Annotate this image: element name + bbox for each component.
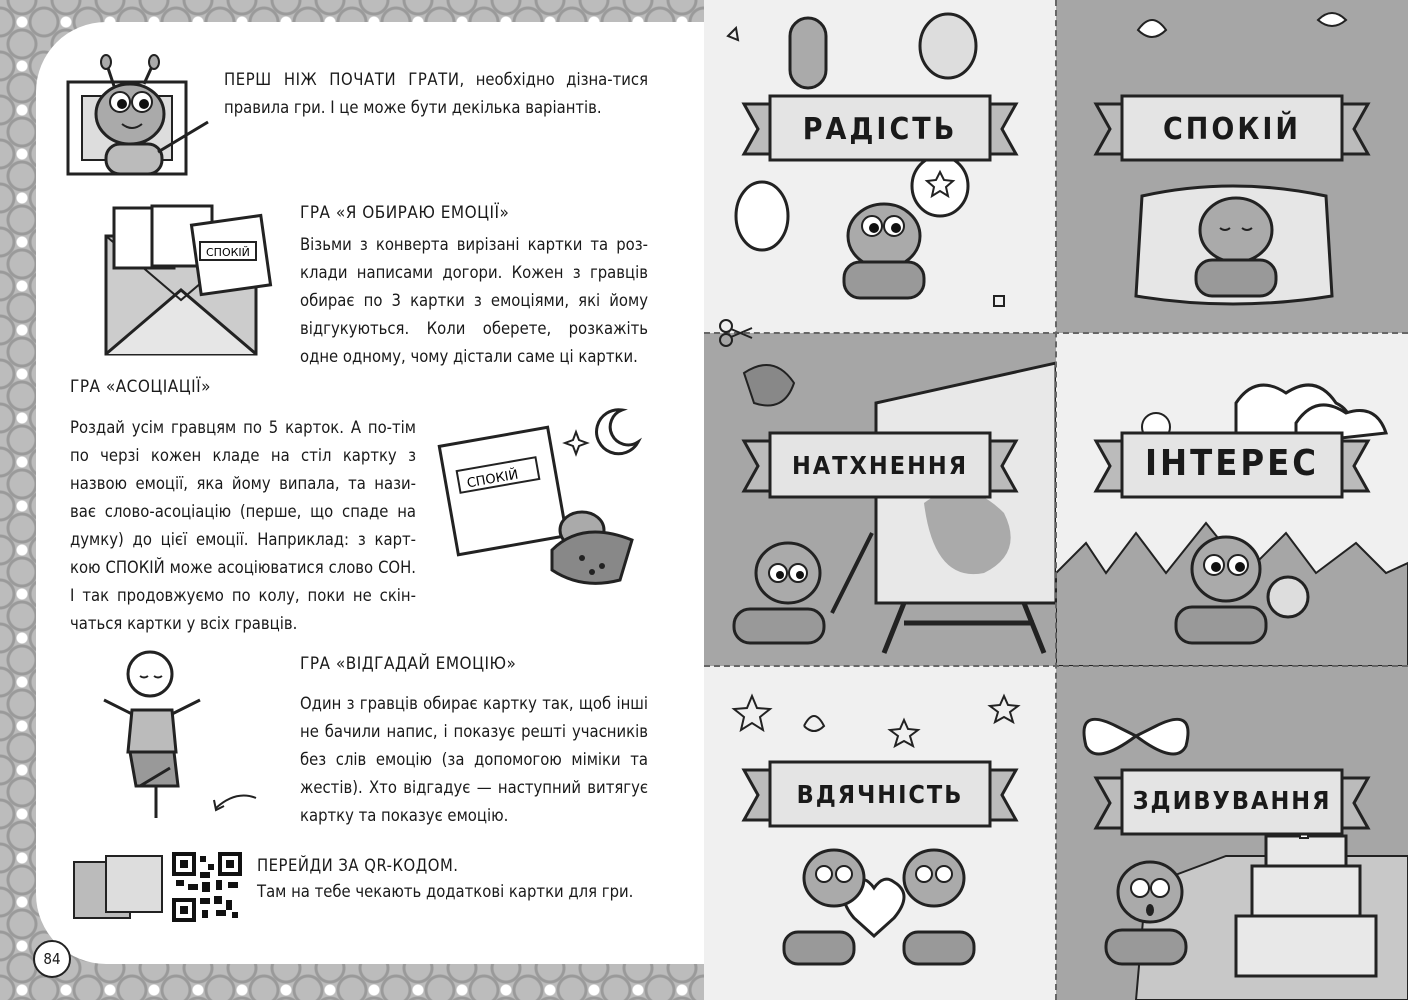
emotion-card-interest[interactable] — [1056, 333, 1408, 666]
emotion-card-joy[interactable] — [704, 0, 1056, 333]
qr-code[interactable] — [172, 852, 242, 922]
card-label: ІНТЕРЕС — [1145, 443, 1319, 484]
svg-text:СПОКІЙ: СПОКІЙ — [206, 246, 250, 259]
yoga-girl-icon — [96, 640, 266, 830]
game2-title: ГРА «АСОЦІАЦІЇ» — [70, 377, 211, 397]
sleeping-caterpillar-icon — [432, 400, 662, 590]
card-label: НАТХНЕННЯ — [791, 451, 969, 480]
scissors-icon — [718, 318, 754, 348]
intro-text: ПЕРШ НІЖ ПОЧАТИ ГРАТИ, необхідно дізна-тися правила гри. І це може бути декілька варіантів. — [224, 70, 648, 117]
card-label: ВДЯЧНІСТЬ — [796, 780, 964, 809]
teacher-caterpillar-icon — [62, 52, 212, 192]
game1-title: ГРА «Я ОБИРАЮ ЕМОЦІЇ» — [300, 203, 510, 223]
card-label: РАДІСТЬ — [802, 112, 958, 147]
card-label: СПОКІЙ — [1162, 112, 1301, 147]
cut-line — [1055, 0, 1057, 1000]
emotion-card-surprise[interactable] — [1056, 666, 1408, 1000]
page-number: 84 — [33, 940, 71, 978]
svg-text:СПОКІЙ: СПОКІЙ — [465, 467, 520, 492]
emotion-card-calm[interactable] — [1056, 0, 1408, 333]
extra-cards-icon — [70, 852, 170, 922]
qr-title: ПЕРЕЙДИ ЗА QR-КОДОМ. — [257, 856, 459, 875]
game3-body: Один з гравців обирає картку так, щоб інші не бачили напис, і показує решті учасників без слів емоцію (за допомогою міміки та жестів). Хто відгадує — наступний витягує картку та показує емоцію. — [300, 694, 648, 825]
qr-body: Там на тебе чекають додаткові картки для гри. — [257, 882, 634, 901]
card-label: ЗДИВУВАННЯ — [1132, 786, 1332, 815]
game1-body: Візьми з конверта вирізані картки та роз-клади написами догори. Кожен з гравців обирає по 3 картки з емоціями, які йому відгукуються. Коли оберете, розкажіть одне одному, чому дістали саме ці картки. — [300, 235, 648, 366]
game2-body: Роздай усім гравцям по 5 карток. А по-тім по черзі кожен кладе на стіл картку з назвою емоції, яка йому випала, та нази-ває слово-асоціацію (перше, що спаде на думку) до цієї емоції. Наприклад: з карт-кою СПОКІЙ може асоціюватися слово СОН. І так продовжуємо по колу, поки не скін-чаться картки у всіх гравців. — [70, 418, 416, 633]
game3-title: ГРА «ВІДГАДАЙ ЕМОЦІЮ» — [300, 654, 517, 674]
envelope-cards-icon — [96, 200, 276, 360]
emotion-card-gratitude[interactable] — [704, 666, 1056, 1000]
emotion-card-inspiration[interactable] — [704, 333, 1056, 666]
